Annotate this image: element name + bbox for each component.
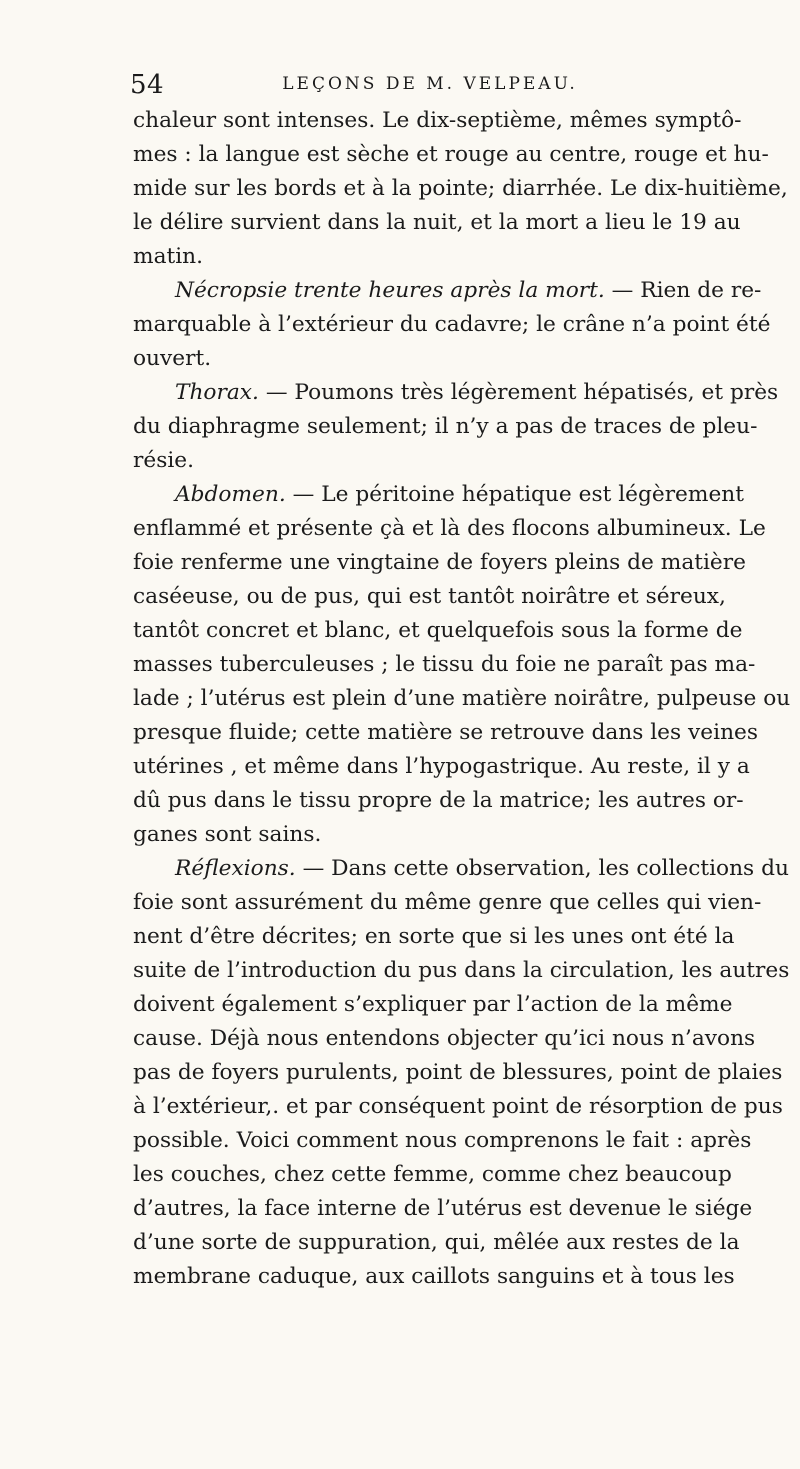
text-line: utérines , et même dans l’hypogastrique. Au reste, il y a [133,754,750,779]
text-fragment: — Rien de re- [604,278,762,303]
reflexions-heading: Réflexions. [175,856,296,881]
text-fragment: — Dans cette observation, les collections du [295,856,789,881]
text-line: pas de foyers purulents, point de blessures, point de plaies [133,1060,783,1085]
reflexions-paragraph-start [133,852,789,886]
text-line: dû pus dans le tissu propre de la matrice; les autres or- [133,788,744,813]
text-line: cause. Déjà nous entendons objecter qu’ici nous n’avons [133,1026,756,1051]
necropsy-paragraph-start [133,274,762,308]
text-line: foie renferme une vingtaine de foyers pleins de matière [133,550,746,575]
text-line: mide sur les bords et à la pointe; diarrhée. Le dix-huitième, [133,176,788,201]
text-line: possible. Voici comment nous comprenons le fait : après [133,1128,752,1153]
thorax-paragraph-start [133,376,779,410]
abdomen-paragraph-start [133,478,744,512]
page-number: 54 [130,70,165,100]
text-line: d’autres, la face interne de l’utérus est devenue le siége [133,1196,753,1221]
text-line: enflammé et présente çà et là des flocons albumineux. Le [133,516,766,541]
text-fragment: — Le péritoine hépatique est légèrement [285,482,744,507]
text-line: résie. [133,448,194,473]
text-line: membrane caduque, aux caillots sanguins et à tous les [133,1264,735,1289]
text-line: lade ; l’utérus est plein d’une matière noirâtre, pulpeuse ou [133,686,791,711]
text-line: les couches, chez cette femme, comme chez beaucoup [133,1162,732,1187]
page-header [130,70,730,100]
text-line: ganes sont sains. [133,822,322,847]
body-text [133,104,791,1294]
text-line: doivent également s’expliquer par l’action de la même [133,992,733,1017]
text-line: matin. [133,244,204,269]
text-line: tantôt concret et blanc, et quelquefois sous la forme de [133,618,743,643]
text-line: mes : la langue est sèche et rouge au centre, rouge et hu- [133,142,769,167]
running-head: LEÇONS DE M. VELPEAU. [282,74,578,94]
text-fragment: — Poumons très légèrement hépatisés, et près [258,380,779,405]
thorax-heading: Thorax. [175,380,259,405]
text-line: à l’extérieur,. et par conséquent point de résorption de pus [133,1094,783,1119]
text-line: le délire survient dans la nuit, et la mort a lieu le 19 au [133,210,741,235]
text-line: foie sont assurément du même genre que celles qui vien- [133,890,762,915]
text-line: ouvert. [133,346,212,371]
text-line: masses tuberculeuses ; le tissu du foie ne paraît pas ma- [133,652,756,677]
text-line: d’une sorte de suppuration, qui, mêlée aux restes de la [133,1230,740,1255]
text-line: caséeuse, ou de pus, qui est tantôt noirâtre et séreux, [133,584,726,609]
text-line: chaleur sont intenses. Le dix-septième, mêmes symptô- [133,108,742,133]
text-line: marquable à l’extérieur du cadavre; le crâne n’a point été [133,312,771,337]
text-line: presque fluide; cette matière se retrouve dans les veines [133,720,758,745]
text-line: nent d’être décrites; en sorte que si les unes ont été la [133,924,735,949]
text-line: suite de l’introduction du pus dans la circulation, les autres [133,958,790,983]
necropsy-heading: Nécropsie trente heures après la mort. [175,278,605,303]
text-line: du diaphragme seulement; il n’y a pas de traces de pleu- [133,414,758,439]
abdomen-heading: Abdomen. [175,482,286,507]
